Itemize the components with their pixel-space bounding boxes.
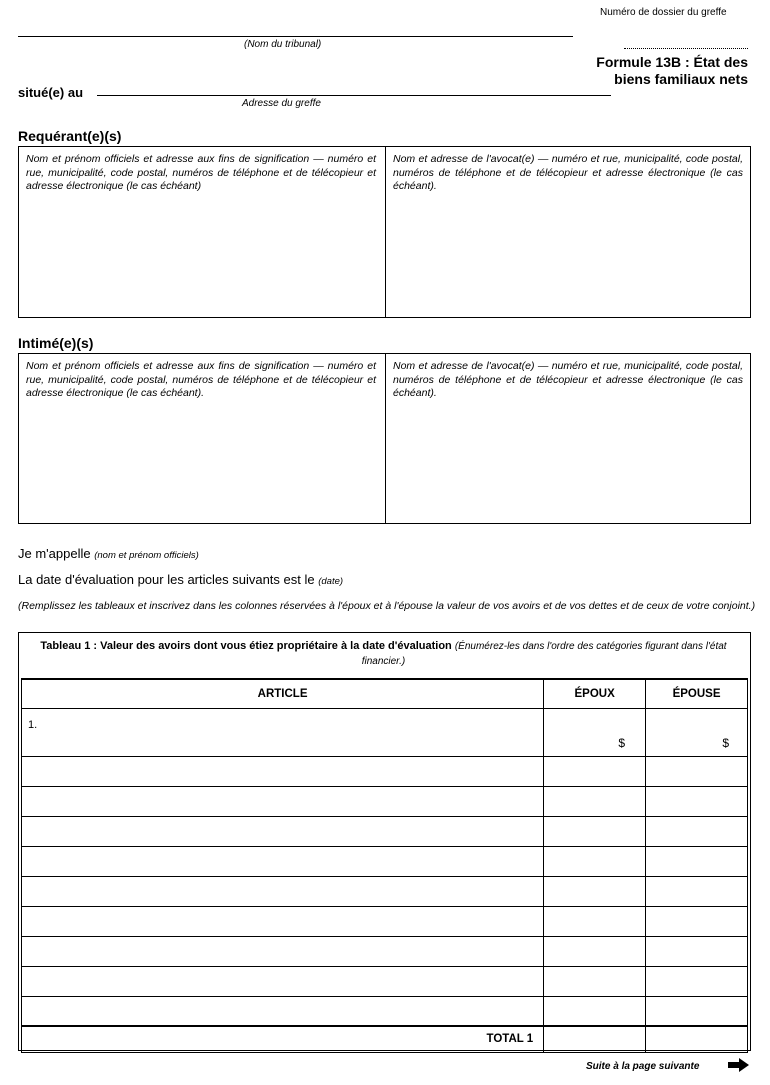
table1-title: Tableau 1 : Valeur des avoirs dont vous étiez propriétaire à la date d'évaluation — [40, 640, 452, 652]
table1-total-row — [22, 1026, 748, 1052]
my-name-label: Je m'appelle — [18, 546, 91, 561]
spouse-f-cell[interactable] — [646, 786, 748, 816]
col-article: ARTICLE — [22, 679, 544, 708]
article-cell[interactable] — [22, 846, 544, 876]
row-number: 1. — [28, 718, 38, 731]
table1-header-row — [22, 679, 748, 708]
spouse-m-cell[interactable] — [544, 936, 646, 966]
respondent-name-address[interactable]: Nom et prénom officiels et adresse aux fins de signification — numéro et rue, municipalité, code postal, numéros de téléphone et de télécopieur et adresse électronique (le cas échéant). — [26, 360, 376, 399]
respondents-title: Intimé(e)(s) — [18, 335, 94, 351]
spouse-m-cell[interactable] — [544, 906, 646, 936]
spouse-m-cell[interactable] — [544, 816, 646, 846]
spouse-m-cell[interactable] — [544, 846, 646, 876]
file-number-line[interactable] — [624, 48, 748, 49]
table-row[interactable] — [22, 876, 748, 906]
total-label: TOTAL 1 — [22, 1026, 544, 1052]
applicants-box — [18, 146, 751, 318]
spouse-f-cell[interactable] — [646, 966, 748, 996]
article-cell[interactable] — [22, 756, 544, 786]
court-name-line[interactable] — [18, 36, 573, 37]
total-spouse-m[interactable] — [544, 1026, 646, 1052]
col-spouse-m: ÉPOUX — [544, 679, 646, 708]
spouse-m-cell[interactable] — [544, 966, 646, 996]
table1-title-hint: (Énumérez-les dans l'ordre des catégories figurant dans l'état financier.) — [361, 641, 727, 667]
spouse-f-cell[interactable] — [646, 756, 748, 786]
applicants-title: Requérant(e)(s) — [18, 128, 122, 144]
respondent-lawyer[interactable]: Nom et adresse de l'avocat(e) — numéro et rue, municipalité, code postal, numéros de téléphone et de télécopieur et adresse électronique (le cas échéant). — [393, 360, 743, 399]
respondents-divider — [385, 354, 386, 523]
spouse-m-cell[interactable] — [544, 786, 646, 816]
table1-title-block — [21, 639, 746, 669]
spouse-f-cell[interactable] — [646, 996, 748, 1026]
currency-symbol: $ — [618, 735, 626, 750]
form-title-line2: biens familiaux nets — [614, 71, 748, 87]
my-name-statement[interactable] — [18, 546, 199, 561]
total-spouse-f[interactable] — [646, 1026, 748, 1052]
address-line[interactable] — [97, 95, 611, 96]
spouse-m-cell[interactable] — [544, 996, 646, 1026]
currency-symbol: $ — [722, 735, 729, 750]
table-row[interactable] — [22, 708, 748, 756]
located-at-label: situé(e) au — [18, 85, 84, 100]
instructions: (Remplissez les tableaux et inscrivez dans les colonnes réservées à l'époux et à l'épouse la valeur de vos avoirs et de vos dettes et de ceux de votre conjoint.) — [18, 600, 756, 612]
table-row[interactable] — [22, 816, 748, 846]
row1-spouse-f[interactable] — [646, 708, 748, 756]
respondents-box — [18, 353, 751, 524]
arrow-right-icon — [728, 1058, 750, 1072]
file-number-label: Numéro de dossier du greffe — [600, 7, 727, 18]
court-name-label: (Nom du tribunal) — [244, 39, 322, 50]
table-row[interactable] — [22, 996, 748, 1026]
article-cell[interactable] — [22, 936, 544, 966]
col-spouse-f: ÉPOUSE — [646, 679, 748, 708]
table-row[interactable] — [22, 846, 748, 876]
article-cell[interactable] — [22, 996, 544, 1026]
spouse-f-cell[interactable] — [646, 816, 748, 846]
table-row[interactable] — [22, 966, 748, 996]
applicant-name-address[interactable]: Nom et prénom officiels et adresse aux fins de signification — numéro et rue, municipalité, code postal, numéros de téléphone et de télécopieur et adresse électronique (le cas échéant) — [26, 153, 376, 192]
address-label: Adresse du greffe — [242, 98, 321, 109]
article-cell[interactable] — [22, 966, 544, 996]
row1-spouse-m[interactable] — [544, 708, 646, 756]
table-row[interactable] — [22, 936, 748, 966]
valuation-date-hint: (date) — [318, 576, 344, 587]
table1 — [21, 678, 748, 1053]
row1-article[interactable] — [22, 708, 544, 756]
article-cell[interactable] — [22, 906, 544, 936]
applicant-lawyer[interactable]: Nom et adresse de l'avocat(e) — numéro et rue, municipalité, code postal, numéros de téléphone et de télécopieur et adresse électronique (le cas échéant). — [393, 153, 743, 192]
spouse-f-cell[interactable] — [646, 846, 748, 876]
article-cell[interactable] — [22, 816, 544, 846]
form-title — [596, 54, 748, 88]
article-cell[interactable] — [22, 876, 544, 906]
table-row[interactable] — [22, 786, 748, 816]
form-title-line1: Formule 13B : État des — [596, 54, 748, 70]
article-cell[interactable] — [22, 786, 544, 816]
spouse-f-cell[interactable] — [646, 876, 748, 906]
spouse-m-cell[interactable] — [544, 876, 646, 906]
table-row[interactable] — [22, 756, 748, 786]
applicants-divider — [385, 147, 386, 317]
spouse-f-cell[interactable] — [646, 906, 748, 936]
my-name-hint: (nom et prénom officiels) — [94, 550, 199, 561]
spouse-m-cell[interactable] — [544, 756, 646, 786]
valuation-date-label: La date d'évaluation pour les articles suivants est le — [18, 572, 315, 587]
spouse-f-cell[interactable] — [646, 936, 748, 966]
continued-label: Suite à la page suivante — [586, 1061, 700, 1072]
valuation-date-statement[interactable] — [18, 572, 343, 587]
table-row[interactable] — [22, 906, 748, 936]
